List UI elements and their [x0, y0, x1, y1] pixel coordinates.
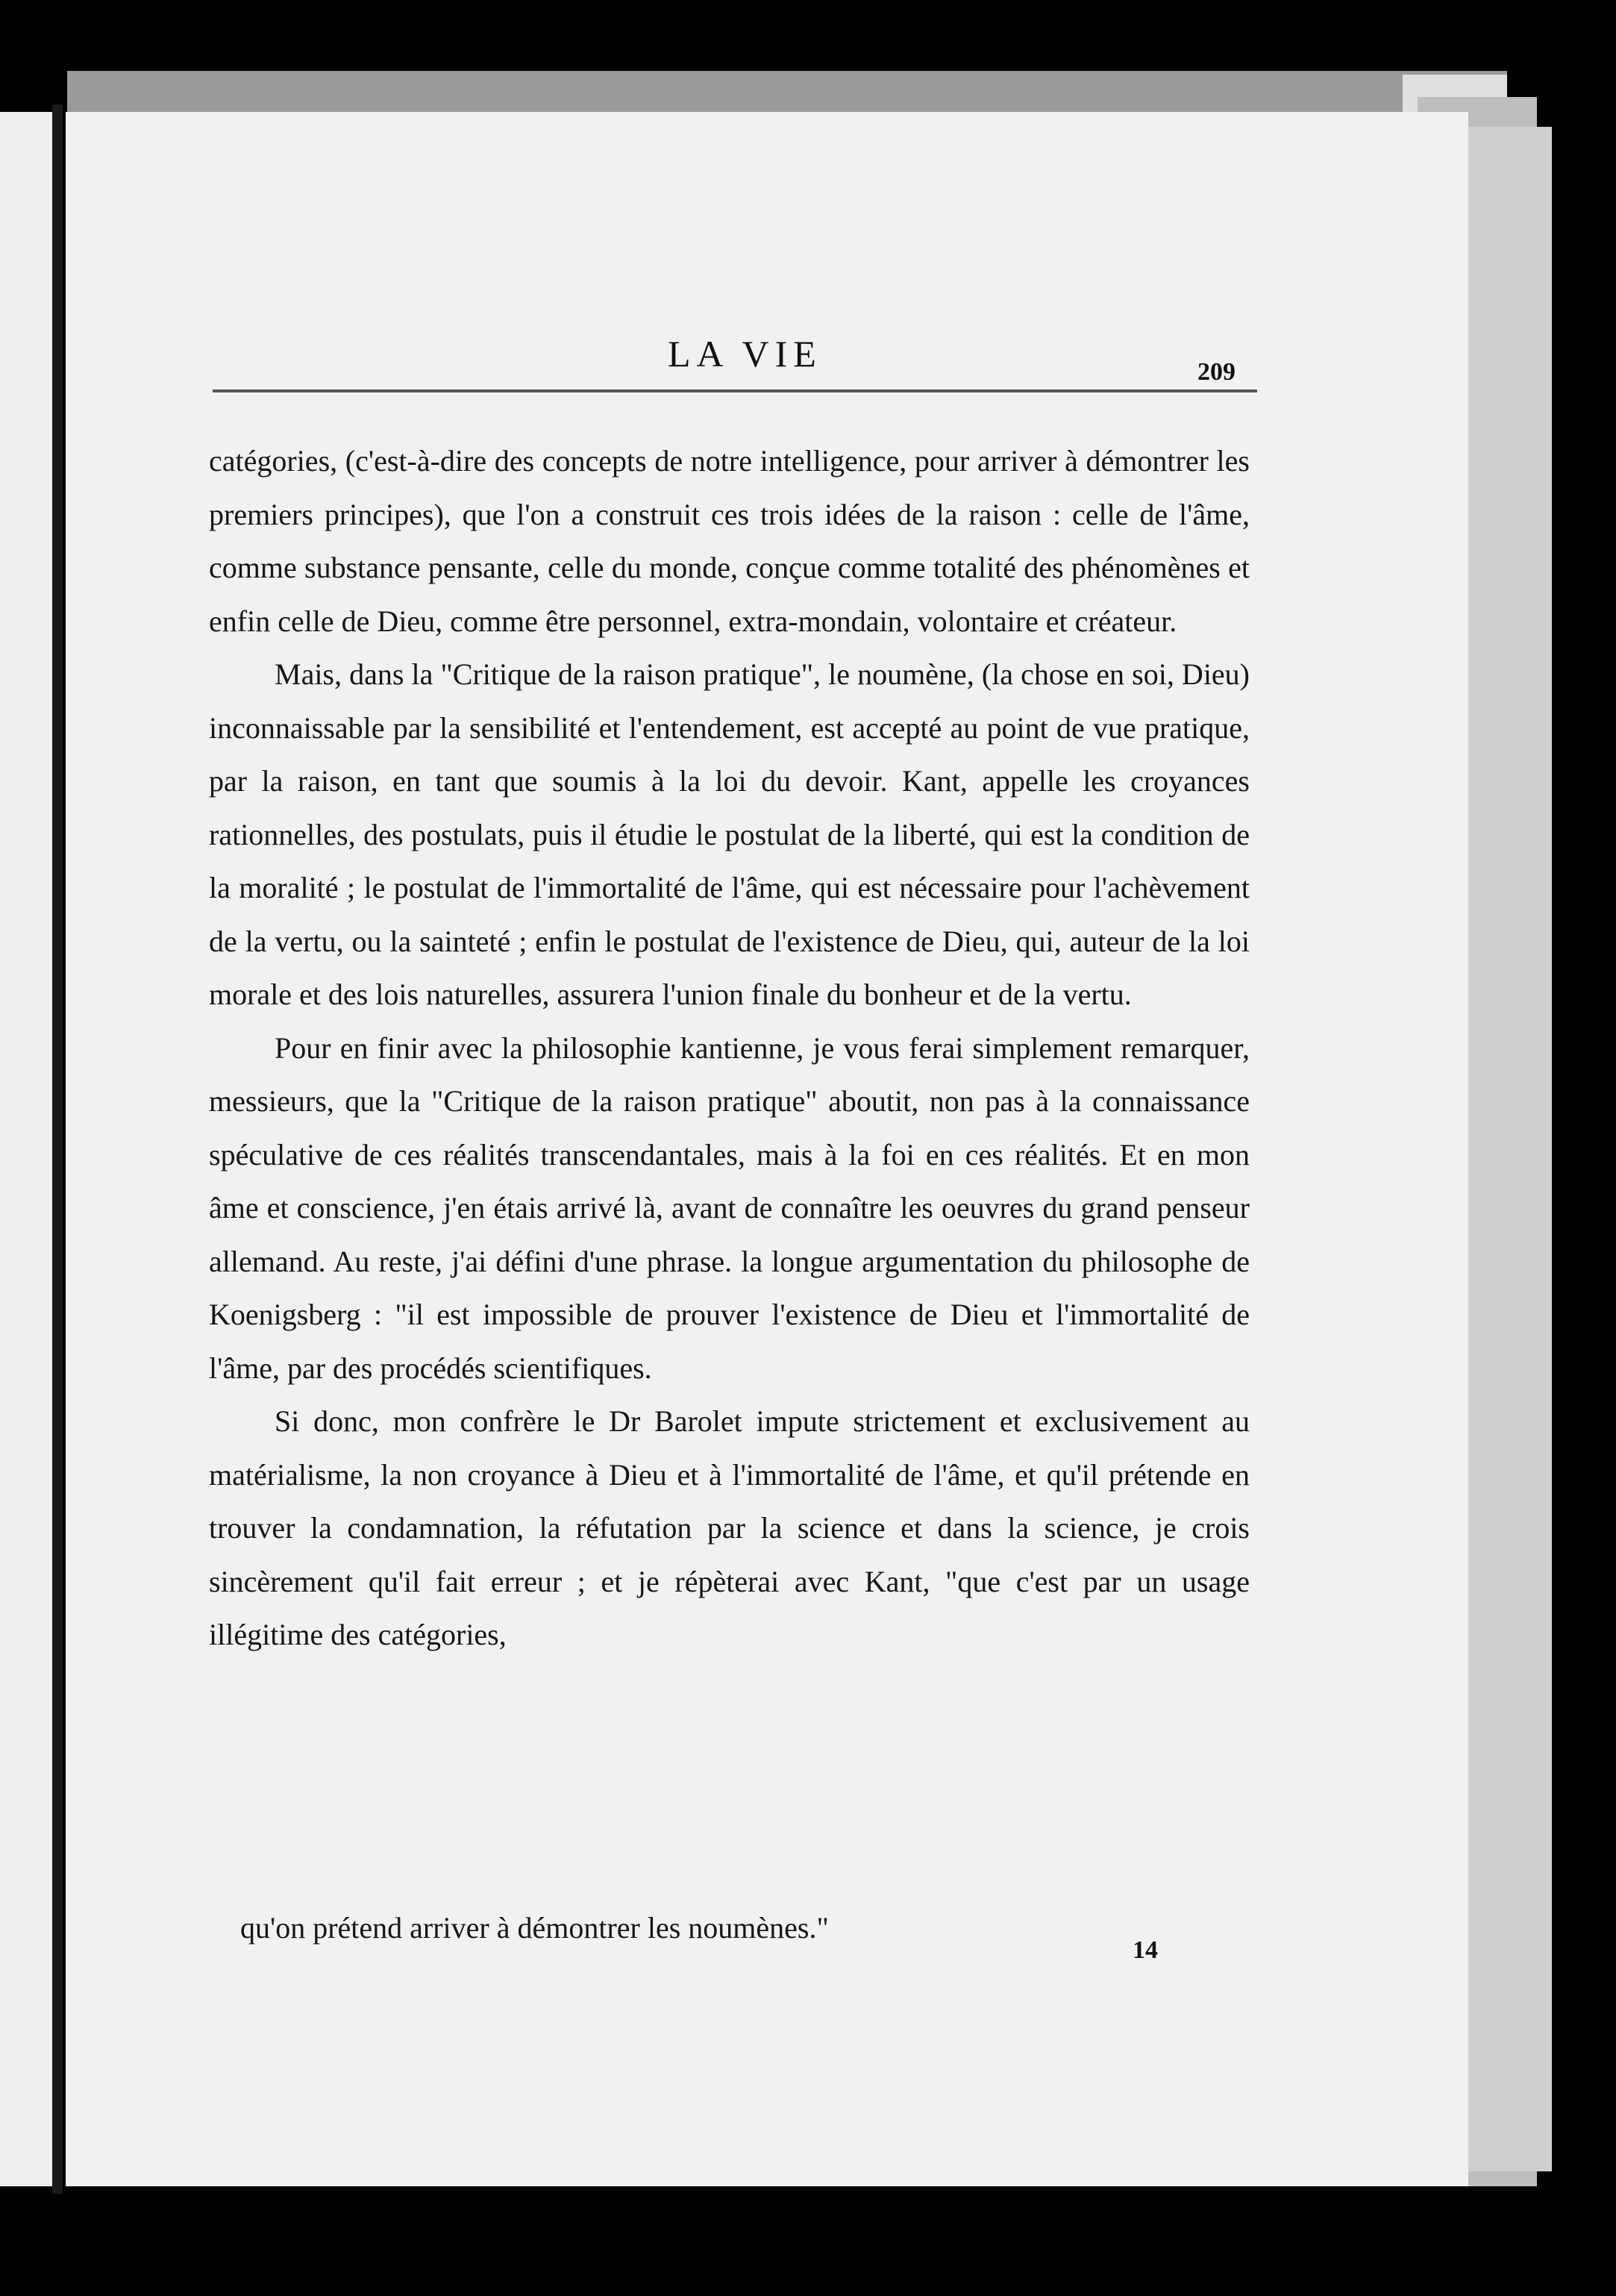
- paragraph: Si donc, mon confrère le Dr Barolet impute strictement et exclusivement au matérialisme, la non croyance à Dieu et à l'immortalité de l'âme, et qu'il prétende en trouver la condamnation, la réfutation par la science et dans la science, je crois sincèrement qu'il fait erreur ; et je répèterai avec Kant, "que c'est par un usage illégitime des catégories,: [209, 1404, 1250, 1651]
- running-header: LA VIE: [668, 333, 822, 375]
- header-rule: [213, 390, 1257, 392]
- body-text: [209, 434, 1250, 1662]
- paragraph: Mais, dans la "Critique de la raison pratique", le noumène, (la chose en soi, Dieu) inconnaissable par la sensibilité et l'entendement, est accepté au point de vue pratique, par la raison, en tant que soumis à la loi du devoir. Kant, appelle les croyances rationnelles, des postulats, puis il étudie le postulat de la liberté, qui est la condition de la moralité ; le postulat de l'immortalité de l'âme, qui est nécessaire pour l'achèvement de la vertu, ou la sainteté ; enfin le postulat de l'existence de Dieu, qui, auteur de la loi morale et des lois naturelles, assurera l'union finale du bonheur et de la vertu.: [209, 657, 1250, 1011]
- page-number: 209: [1197, 358, 1236, 386]
- signature-mark: 14: [1133, 1936, 1158, 1964]
- paragraph: Pour en finir avec la philosophie kantienne, je vous ferai simplement remarquer, messieurs, que la "Critique de la raison pratique" aboutit, non pas à la connaissance spéculative de ces réalités transcendantales, mais à la foi en ces réalités. Et en mon âme et conscience, j'en étais arrivé là, avant de connaître les oeuvres du grand penseur allemand. Au reste, j'ai défini d'une phrase. la longue argumentation du philosophe de Koenigsberg : "il est impossible de prouver l'existence de Dieu et l'immortalité de l'âme, par des procédés scientifiques.: [209, 1030, 1250, 1385]
- book-top-edge: [67, 71, 1507, 116]
- paragraph: catégories, (c'est-à-dire des concepts de notre intelligence, pour arriver à démontrer les premiers principes), que l'on a construit ces trois idées de la raison : celle de l'âme, comme substance pensante, celle du monde, conçue comme totalité des phénomènes et enfin celle de Dieu, comme être personnel, extra-mondain, volontaire et créateur.: [209, 444, 1250, 638]
- facing-page-edge: [0, 112, 52, 2186]
- book-gutter: [52, 104, 63, 2194]
- paragraph-closing-line: qu'on prétend arriver à démontrer les noumènes.": [240, 1911, 829, 1945]
